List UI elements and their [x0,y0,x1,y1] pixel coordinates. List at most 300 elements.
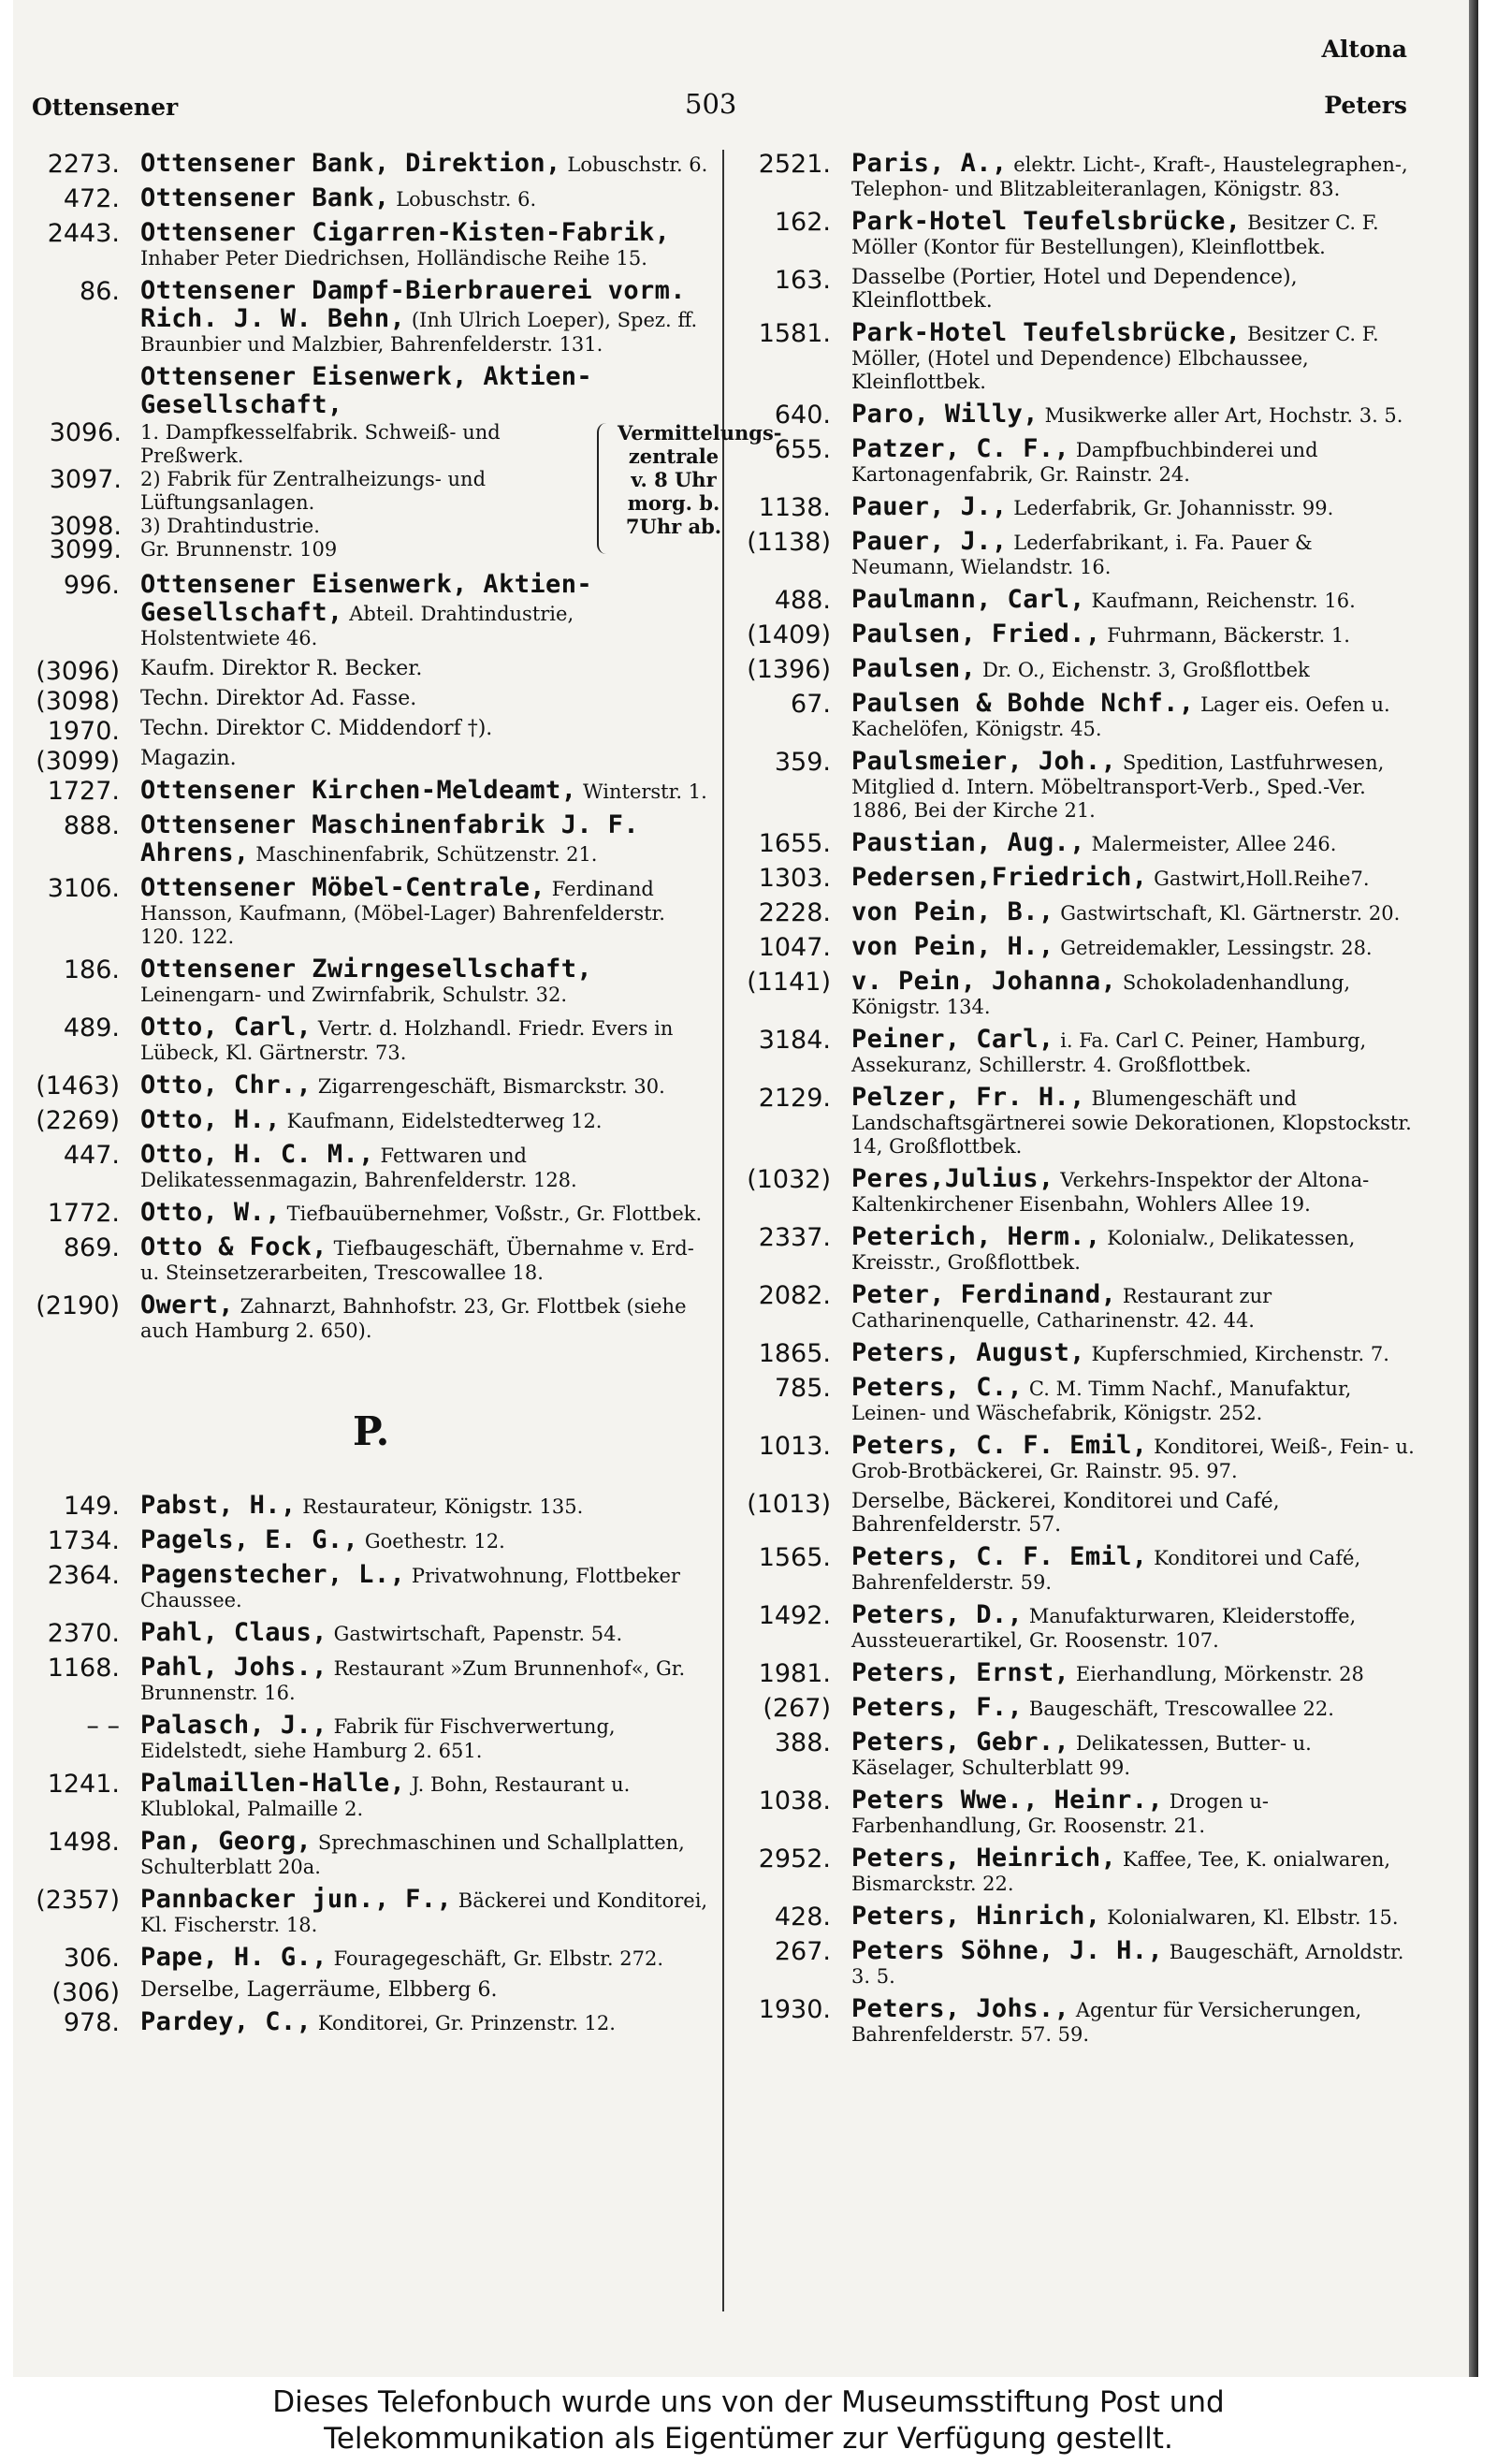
header-right-keyword: Peters [1324,92,1407,119]
entry-number: 3106. [47,874,120,903]
entry-name: Ottensener Bank, Direktion, [140,149,561,178]
listing-entry [30,1712,713,1763]
entry-name: Peiner, Carl, [851,1025,1054,1054]
listing-entry [741,528,1415,579]
entry-name: Peters, August, [851,1338,1085,1367]
eisenwerk-row [49,465,599,515]
entry-name: Pahl, Claus, [140,1618,327,1647]
entry-number: (3096) [36,657,120,686]
entry-number: (1138) [747,528,831,557]
entry-name: Paustian, Aug., [851,828,1085,857]
header-city: Altona [1321,36,1407,63]
entry-number: (1463) [36,1072,120,1101]
entry-details: Sprechmaschinen und Schallplatten, Schulterblatt 20a. [140,1831,685,1878]
entry-details: Malermeister, Allee 246. [1091,833,1337,855]
entry-details: Kaufm. Direktor R. Becker. [140,657,423,680]
listing-entry [741,1026,1415,1077]
entry-number: 67. [791,690,831,719]
listing-entry [741,586,1415,614]
entry-name: v. Pein, Johanna, [851,967,1117,996]
entry-details: Privatwohnung, Flottbeker Chaussee. [140,1565,680,1611]
entry-details: Techn. Direktor Ad. Fasse. [140,687,417,710]
entry-number: 2370. [47,1619,120,1648]
entry-name: Peters Söhne, J. H., [851,1936,1164,1965]
eisenwerk-row [49,512,599,541]
listing-entry [741,1844,1415,1896]
entry-details: Leinengarn- und Zwirnfabrik, Schulstr. 32. [140,984,568,1006]
eisenwerk-rows [49,418,782,564]
entry-details: Dampfbuchbinderei und Kartonagenfabrik, Gr. Rainstr. 24. [851,439,1318,486]
entry-name: Pannbacker jun., F., [140,1885,453,1914]
entry-number: 1038. [758,1786,831,1815]
entry-number: 1498. [47,1828,120,1857]
entry-number: 163. [774,266,831,295]
entry-details: Lederfabrikant, i. Fa. Pauer & Neumann, Wielandstr. 16. [851,532,1313,578]
listing-entry [30,687,713,716]
entry-details: Bäckerei und Konditorei, Kl. Fischerstr. 18. [140,1889,708,1936]
entry-name: Ottensener Zwirngesellschaft, [140,955,593,984]
listing-entry [741,266,1415,313]
entry-name: Ottensener Maschinenfabrik J. F. Ahrens, [140,810,639,868]
entry-details: Drogen u- Farbenhandlung, Gr. Roosenstr. 21. [851,1790,1270,1837]
footer-line-1: Dieses Telefonbuch wurde uns von der Museumsstiftung Post und [272,2385,1225,2419]
entry-details: Gastwirtschaft, Kl. Gärtnerstr. 20. [1060,902,1401,925]
entry-details: Musikwerke aller Art, Hochstr. 3. 5. [1044,404,1403,427]
listing-entry [30,571,713,650]
entry-number: 86. [80,277,120,306]
entry-name: Peter, Ferdinand, [851,1280,1117,1309]
entry-details: Gastwirtschaft, Papenstr. 54. [333,1623,623,1645]
listing-entry [30,184,713,212]
listing-entry [741,435,1415,487]
entry-name: Ottensener Kirchen-Meldeamt, [140,776,577,805]
entry-number: (267) [763,1694,831,1723]
entry-name: Pauer, J., [851,492,1008,521]
entry-name: Pedersen,Friedrich, [851,863,1148,892]
entry-name: Peters, D., [851,1600,1024,1629]
entry-details: Fuhrmann, Bäckerstr. 1. [1107,624,1350,647]
entry-number: (2190) [36,1291,120,1320]
entry-name: Paulsen, Fried., [851,620,1101,649]
entry-number: 655. [774,435,831,464]
entry-number: 1492. [758,1601,831,1630]
footer-line-2: Telekommunikation als Eigentümer zur Verfügung gestellt. [324,2422,1173,2456]
entry-details: i. Fa. Carl C. Peiner, Hamburg, Assekuranz, Schillerstr. 4. Großflottbek. [851,1029,1367,1076]
entry-name: Paris, A., [851,149,1008,178]
listing-entry [741,1374,1415,1425]
eisenwerk-row-text: 2) Fabrik für Zentralheizungs- und Lüftungsanlagen. [140,468,487,514]
entry-name: Peterich, Herm., [851,1222,1101,1251]
entry-number: 3096. [49,418,122,447]
listing-entry [30,1561,713,1612]
entry-details: Lobuschstr. 6. [396,188,537,211]
listing-entry [741,1339,1415,1367]
entry-number: (3099) [36,747,120,776]
listing-entry [741,1937,1415,1989]
entry-number: 3097. [49,465,122,494]
entry-name: Paro, Willy, [851,400,1039,429]
listing-entry [30,1492,713,1520]
entry-details: Lobuschstr. 6. [567,153,708,176]
page-number: 503 [685,88,737,120]
entry-number: 306. [63,1944,120,1973]
entry-number: 1565. [758,1543,831,1572]
listing-entry [741,1281,1415,1333]
listing-entry [741,898,1415,926]
entry-name: Otto & Fock, [140,1232,327,1261]
left-entries-group-p [30,1492,713,2036]
listing-entry [30,747,713,776]
entry-number: 267. [774,1937,831,1966]
footer-note [0,2377,1497,2464]
listing-entry [30,1072,713,1100]
listing-entry [741,1432,1415,1483]
listing-entry [30,1978,713,2007]
entry-name: Paulsen, [851,654,977,683]
entry-number: 1772. [47,1199,120,1228]
entry-number: 1241. [47,1770,120,1799]
entry-number: 2129. [758,1084,831,1113]
listing-entry [30,1886,713,1937]
listing-entry [741,690,1415,741]
left-entries-group-a [30,150,713,357]
entry-details: Tiefbaugeschäft, Übernahme v. Erd- u. Steinsetzerarbeiten, Trescowallee 18. [140,1237,694,1284]
eisenwerk-block [30,362,782,564]
entry-details: Winterstr. 1. [583,780,707,803]
entry-details: Schokoladenhandlung, Königstr. 134. [851,971,1351,1018]
entry-name: Peters, F., [851,1693,1024,1722]
listing-entry [741,1490,1415,1537]
entry-number: 3099. [49,535,122,564]
entry-details: Dasselbe (Portier, Hotel und Dependence), Kleinflottbek. [851,266,1298,313]
entry-details: Ferdinand Hansson, Kaufmann, (Möbel-Lager) Bahrenfelderstr. 120. 122. [140,878,665,948]
entry-name: Peres,Julius, [851,1164,1054,1193]
entry-name: Pelzer, Fr. H., [851,1083,1085,1112]
listing-entry [741,1659,1415,1687]
entry-name: Pagenstecher, L., [140,1560,406,1589]
entry-name: Otto, W., [140,1198,281,1227]
entry-name: Peters, C., [851,1373,1024,1402]
listing-entry [30,717,713,746]
listing-entry [741,493,1415,521]
entry-number: 489. [63,1013,120,1042]
eisenwerk-row [49,418,599,468]
listing-entry [741,1728,1415,1780]
entry-number: 2364. [47,1561,120,1590]
entry-number: 1047. [758,933,831,962]
listing-entry [741,933,1415,961]
entry-name: Pan, Georg, [140,1827,312,1856]
entry-name: Ottensener Cigarren-Kisten-Fabrik, [140,218,671,247]
eisenwerk-row [49,535,599,564]
entry-details: Zigarrengeschäft, Bismarckstr. 30. [317,1075,665,1098]
entry-number: (1409) [747,620,831,649]
listing-entry [741,748,1415,823]
header-left-keyword: Ottensener [32,94,179,121]
entry-number: 1970. [47,717,120,746]
entry-number: 2337. [758,1223,831,1252]
entry-number: 2521. [758,150,831,179]
entry-number: 1981. [758,1659,831,1688]
entry-details: Gastwirt,Holl.Reihe7. [1154,868,1370,890]
right-column [741,150,1415,2053]
entry-number: 1013. [758,1432,831,1461]
entry-number: 359. [774,748,831,777]
entry-name: Paulsmeier, Joh., [851,747,1117,776]
entry-name: Pardey, C., [140,2007,312,2036]
entry-name: Otto, H. C. M., [140,1140,374,1169]
entry-details: Spedition, Lastfuhrwesen, Mitglied d. Intern. Möbeltransport-Verb., Sped.-Ver. 1886, Bei der Kirche 21. [851,751,1385,822]
entry-number: (2357) [36,1886,120,1915]
entry-name: Otto, Chr., [140,1071,312,1100]
entry-number: 3098. [49,512,122,541]
entry-name: Otto, Carl, [140,1013,312,1042]
listing-entry [30,657,713,686]
eisenwerk-row-text: 1. Dampfkesselfabrik. Schweiß- und Preßwerk. [140,421,501,467]
listing-entry [30,1828,713,1879]
entry-number: 162. [774,208,831,237]
listing-entry [741,1995,1415,2047]
entry-number: 888. [63,811,120,840]
listing-entry [30,1013,713,1065]
entry-number: – – [86,1712,120,1741]
entry-details: Manufakturwaren, Kleiderstoffe, Aussteuerartikel, Gr. Roosenstr. 107. [851,1605,1357,1652]
entry-details: Zahnarzt, Bahnhofstr. 23, Gr. Flottbek (siehe auch Hamburg 2. 650). [140,1295,687,1342]
listing-entry [741,968,1415,1019]
entry-name: Peters, C. F. Emil, [851,1431,1148,1460]
eisenwerk-note: Vermittelungs-zentrale v. 8 Uhr morg. b. 7Uhr ab. [618,421,782,538]
listing-entry [30,777,713,805]
entry-number: 2443. [47,219,120,248]
entry-name: Pauer, J., [851,527,1008,556]
entry-details: Baugeschäft, Arnoldstr. 3. 5. [851,1941,1404,1988]
entry-number: (1141) [747,968,831,997]
right-entries [741,150,1415,2047]
listing-entry [741,1601,1415,1653]
entry-number: (306) [51,1978,120,2007]
entry-details: Blumengeschäft und Landschaftsgärtnerei sowie Dekorationen, Klopstockstr. 14, Großflottbek. [851,1087,1412,1158]
entry-number: 488. [774,586,831,615]
entry-name: Park-Hotel Teufelsbrücke, [851,207,1242,236]
eisenwerk-row-text: 3) Drahtindustrie. [140,515,320,537]
entry-details: Konditorei und Café, Bahrenfelderstr. 59. [851,1547,1361,1594]
entry-details: Kolonialw., Delikatessen, Kreisstr., Großflottbek. [851,1227,1356,1274]
entry-number: 186. [63,955,120,984]
entry-details: Kolonialwaren, Kl. Elbstr. 15. [1107,1906,1399,1929]
listing-entry [741,1694,1415,1722]
entry-number: 2082. [758,1281,831,1310]
entry-number: 472. [63,184,120,213]
entry-details: Lager eis. Oefen u. Kachelöfen, Königstr. 45. [851,693,1390,740]
entry-name: Peters, Ernst, [851,1658,1070,1687]
entry-details: Derselbe, Lagerräume, Elbberg 6. [140,1978,498,2002]
entry-number: 447. [63,1141,120,1170]
entry-details: Besitzer C. F. Möller (Kontor für Bestellungen), Kleinflottbek. [851,211,1379,258]
entry-name: von Pein, H., [851,932,1054,961]
entry-details: C. M. Timm Nachf., Manufaktur, Leinen- und Wäschefabrik, Königstr. 252. [851,1378,1352,1424]
entry-name: Park-Hotel Teufelsbrücke, [851,318,1242,347]
entry-name: Peters, Johs., [851,1994,1070,2023]
entry-details: Techn. Direktor C. Middendorf †). [140,717,493,740]
listing-entry [30,955,713,1007]
entry-number: 1865. [758,1339,831,1368]
entry-number: 1303. [758,864,831,893]
entry-number: 1655. [758,829,831,858]
entry-details: Restaurateur, Königstr. 135. [302,1495,584,1518]
entry-name: Otto, H., [140,1105,281,1134]
entry-details: Kaffee, Tee, K. onialwaren, Bismarckstr. 22. [851,1848,1391,1895]
entry-name: Owert, [140,1290,234,1319]
entry-name: von Pein, B., [851,897,1054,926]
listing-entry [741,401,1415,429]
entry-details: Dr. O., Eichenstr. 3, Großflottbek [981,659,1310,681]
entry-name: Peters Wwe., Heinr., [851,1786,1164,1815]
entry-name: Paulsen & Bohde Nchf., [851,689,1195,718]
entry-name: Peters, Heinrich, [851,1844,1117,1873]
listing-entry [30,1233,713,1285]
eisenwerk-name: Ottensener Eisenwerk, Aktien-Gesellschaft, [140,362,593,419]
entry-details: Konditorei, Weiß-, Fein- u. Grob-Brotbäckerei, Gr. Rainstr. 95. 97. [851,1436,1415,1482]
listing-entry [30,1199,713,1227]
brace-mark [597,423,608,554]
listing-entry [30,1944,713,1972]
entry-number: 1138. [758,493,831,522]
entry-details: Konditorei, Gr. Prinzenstr. 12. [317,2012,616,2034]
listing-entry [30,874,713,949]
listing-entry [741,620,1415,649]
entry-number: (2269) [36,1106,120,1135]
listing-entry [741,1084,1415,1159]
entry-number: 149. [63,1492,120,1521]
entry-details: Eierhandlung, Mörkenstr. 28 [1075,1663,1364,1685]
entry-details: Maschinenfabrik, Schützenstr. 21. [255,843,598,866]
entry-number: 978. [63,2008,120,2037]
listing-entry [30,1654,713,1705]
entry-details: elektr. Licht-, Kraft-, Haustelegraphen-, Telephon- und Blitzableiteranlagen, Königstr. 83. [851,153,1408,200]
entry-name: Ottensener Eisenwerk, Aktien-Gesellschaft, [140,570,593,627]
entry-details: (Inh Ulrich Loeper), Spez. ff. Braunbier und Malzbier, Bahrenfelderstr. 131. [140,309,698,356]
entry-number: (1013) [747,1490,831,1519]
entry-details: Derselbe, Bäckerei, Konditorei und Café, Bahrenfelderstr. 57. [851,1490,1280,1537]
entry-number: (1396) [747,655,831,684]
entry-details: Restaurant zur Catharinenquelle, Catharinenstr. 42. 44. [851,1285,1272,1332]
entry-number: 2228. [758,898,831,927]
entry-details: Kaufmann, Eidelstedterweg 12. [286,1110,603,1132]
entry-number: 2952. [758,1844,831,1874]
entry-number: 1581. [758,319,831,348]
entry-details: Fouragegeschäft, Gr. Elbstr. 272. [333,1947,663,1970]
directory-page [13,0,1473,2377]
entry-details: Fettwaren und Delikatessenmagazin, Bahrenfelderstr. 128. [140,1145,577,1191]
entry-number: (3098) [36,687,120,716]
entry-name: Palmaillen-Halle, [140,1769,406,1798]
eisenwerk-row-text: Gr. Brunnenstr. 109 [140,538,338,561]
entry-name: Peters, Hinrich, [851,1902,1101,1931]
listing-entry [30,1291,713,1343]
listing-entry [741,319,1415,394]
entry-number: 640. [774,401,831,430]
entry-name: Peters, Gebr., [851,1728,1070,1757]
listing-entry [741,1223,1415,1275]
entry-details: Lederfabrik, Gr. Johannisstr. 99. [1013,497,1334,519]
entry-number: 869. [63,1233,120,1262]
listing-entry [741,864,1415,892]
entry-details: Fabrik für Fischverwertung, Eidelstedt, siehe Hamburg 2. 651. [140,1715,616,1762]
left-entries-group-b [30,571,713,1343]
listing-entry [30,1141,713,1192]
listing-entry [741,655,1415,683]
entry-details: Besitzer C. F. Möller, (Hotel und Dependence) Elbchaussee, Kleinflottbek. [851,323,1379,393]
entry-number: 388. [774,1728,831,1757]
entry-name: Ottensener Möbel-Centrale, [140,873,546,902]
listing-entry [30,150,713,178]
listing-entry [30,1106,713,1134]
entry-details: Goethestr. 12. [364,1530,505,1553]
listing-entry [741,150,1415,201]
entry-number: 3184. [758,1026,831,1055]
listing-entry [30,811,713,868]
entry-number: 996. [63,571,120,600]
listing-entry [741,1165,1415,1217]
listing-entry [741,1903,1415,1931]
left-column [30,149,782,2043]
entry-number: (1032) [747,1165,831,1194]
listing-entry [741,829,1415,857]
listing-entry [30,1526,713,1554]
entry-name: Patzer, C. F., [851,434,1070,463]
listing-entry [30,219,713,270]
listing-entry [741,1786,1415,1838]
entry-details: Verkehrs-Inspektor der Altona-Kaltenkirchener Eisenbahn, Wohlers Allee 19. [851,1169,1370,1216]
entry-name: Ottensener Bank, [140,183,390,212]
entry-details: Delikatessen, Butter- u. Käselager, Schulterblatt 99. [851,1732,1312,1779]
entry-name: Palasch, J., [140,1711,327,1740]
entry-details: Inhaber Peter Diedrichsen, Holländische Reihe 15. [140,247,647,270]
entry-name: Ottensener Dampf-Bierbrauerei vorm. Rich. J. W. Behn, [140,276,686,333]
entry-details: Kupferschmied, Kirchenstr. 7. [1091,1343,1389,1365]
entry-name: Peters, C. F. Emil, [851,1542,1148,1571]
listing-entry [30,2008,713,2036]
entry-name: Pabst, H., [140,1491,297,1520]
entry-name: Pape, H. G., [140,1943,327,1972]
listing-entry [741,1543,1415,1595]
entry-number: 428. [774,1903,831,1932]
entry-details: Kaufmann, Reichenstr. 16. [1091,590,1356,612]
entry-number: 785. [774,1374,831,1403]
listing-entry [741,208,1415,259]
listing-entry [30,277,713,357]
entry-name: Pagels, E. G., [140,1525,359,1554]
entry-details: Magazin. [140,747,237,770]
entry-number: 1930. [758,1995,831,2024]
entry-name: Paulmann, Carl, [851,585,1085,614]
entry-details: Agentur für Versicherungen, Bahrenfelderstr. 57. 59. [851,1999,1362,2046]
listing-entry [30,1770,713,1821]
entry-details: J. Bohn, Restaurant u. Klublokal, Palmaille 2. [140,1773,631,1820]
entry-details: Restaurant »Zum Brunnenhof«, Gr. Brunnenstr. 16. [140,1657,686,1704]
entry-details: Abteil. Drahtindustrie, Holstentwiete 46. [140,603,574,649]
entry-number: 1734. [47,1526,120,1555]
entry-number: 2273. [47,150,120,179]
entry-details: Getreidemakler, Lessingstr. 28. [1060,937,1373,959]
entry-number: 1727. [47,777,120,806]
entry-details: Tiefbauübernehmer, Voßstr., Gr. Flottbek. [286,1203,703,1225]
entry-details: Vertr. d. Holzhandl. Friedr. Evers in Lübeck, Kl. Gärtnerstr. 73. [140,1017,674,1064]
entry-name: Pahl, Johs., [140,1653,327,1682]
listing-entry [30,1619,713,1647]
section-letter: P. [353,1408,390,1454]
entry-number: 1168. [47,1654,120,1683]
